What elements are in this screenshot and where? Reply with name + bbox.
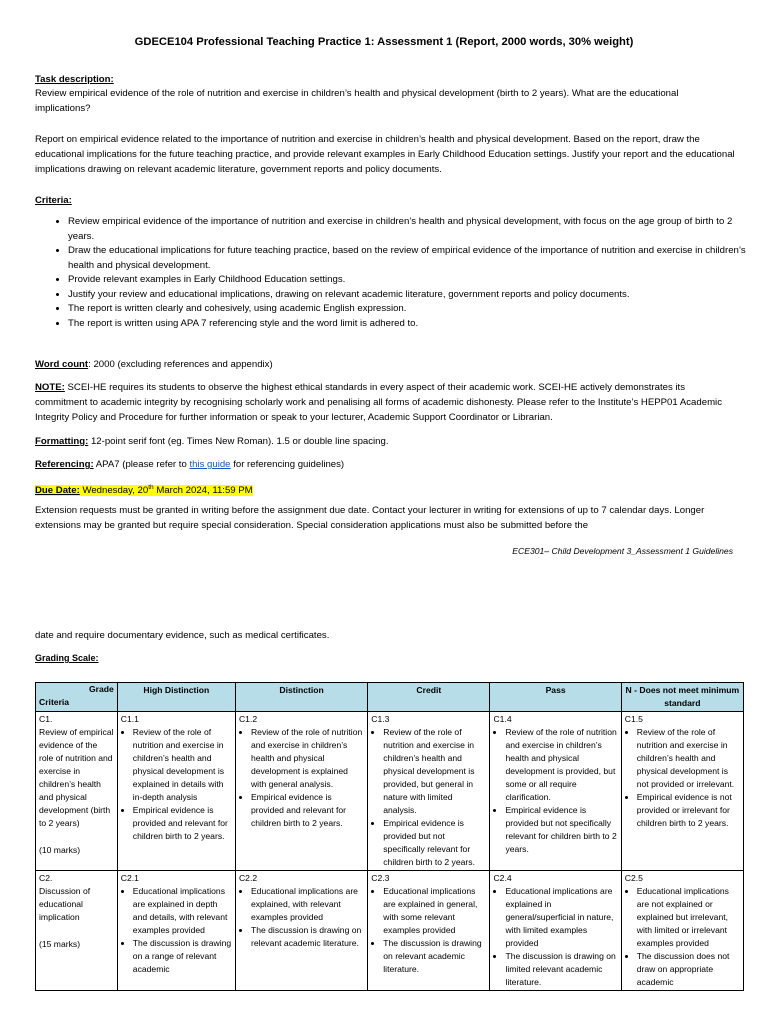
academic-integrity-note: NOTE: SCEI-HE requires its students to observe the highest ethical standards in every aspect of their academic work. SCEI-HE actively demonstrates its commitment to academic integrity by recognising scholarly work and penalising all forms of academic dishonesty. Please refer to the Institute’s HEPP01 Academic Integrity Policy and Procedure for further information or speak to your lecturer, Academic Support Coordinator or Librarian.: [35, 382, 722, 423]
rubric-bullet: • Educational implications are explained in general, with some relevant examples provided: [383, 885, 486, 937]
criteria-heading: Criteria:: [35, 195, 72, 206]
criterion-marks: (15 marks): [39, 939, 81, 949]
rubric-bullets: [493, 885, 617, 989]
rubric-bullets: [625, 885, 740, 989]
header-fail: N - Does not meet minimum standard: [621, 683, 743, 712]
rubric-bullet: • The discussion is drawing on relevant academic literature.: [251, 924, 364, 950]
rubric-cell: [368, 712, 490, 871]
criteria-item: • Review empirical evidence of the importance of nutrition and exercise in children’s health and physical development, with focus on the age group of birth to 2 years.: [68, 215, 758, 244]
word-count: Word count: 2000 (excluding references and appendix): [35, 359, 273, 370]
criteria-item: • The report is written clearly and cohesively, using academic English expression.: [68, 302, 758, 317]
rubric-bullets: [239, 726, 364, 830]
rubric-cell-code: C1.4: [493, 714, 512, 724]
page-footer: ECE301– Child Development 3_Assessment 1 Guidelines: [512, 546, 733, 556]
table-header-row: [36, 683, 744, 712]
rubric-cell: [621, 712, 743, 871]
rubric-cell-code: C1.1: [120, 714, 139, 724]
document-title: GDECE104 Professional Teaching Practice 1: Assessment 1 (Report, 2000 words, 30% weight): [134, 36, 634, 48]
criterion-marks: (10 marks): [39, 845, 81, 855]
rubric-bullets: [371, 885, 486, 976]
criteria-item: • Justify your review and educational implications, drawing on relevant academic literature, government reports and policy documents.: [68, 288, 758, 303]
criterion-cell: [36, 871, 118, 991]
criterion-text: Review of empirical evidence of the role of nutrition and exercise in children’s health and physical development (birth to 2 years): [39, 727, 114, 828]
formatting-requirements: Formatting: 12-point serif font (eg. Times New Roman). 1.5 or double line spacing.: [35, 436, 389, 447]
rubric-bullet: • The discussion is drawing on limited relevant academic literature.: [505, 950, 617, 989]
report-instructions: Report on empirical evidence related to the importance of nutrition and exercise in children’s health and physical development. Based on the report, draw the educational implications for the future teaching practice, and provide relevant examples in Early Childhood Education settings. Justify your report and the educational implications drawing on relevant academic literature, government reports and policy documents.: [35, 134, 735, 175]
rubric-bullet: • Review of the role of nutrition and exercise in children’s health and physical development is not provided or irrelevant.: [637, 726, 740, 791]
rubric-cell: [490, 712, 621, 871]
rubric-bullet: • The discussion is drawing on a range of relevant academic: [133, 937, 232, 976]
rubric-cell-code: C2.4: [493, 873, 512, 883]
rubric-bullet: • Educational implications are explained in general/superficial in nature, with limited examples provided: [505, 885, 617, 950]
rubric-bullets: [239, 885, 364, 950]
rubric-cell-code: C2.2: [238, 873, 258, 883]
extension-policy-continued: date and require documentary evidence, such as medical certificates.: [35, 630, 330, 641]
rubric-bullet: • Review of the role of nutrition and exercise in children’s health and physical development is explained in details with in-depth analysis: [133, 726, 232, 804]
rubric-bullets: [121, 726, 232, 843]
extension-policy: Extension requests must be granted in writing before the assignment due date. Contact your lecturer in writing for extensions of up to 7 calendar days. Longer extensions may be granted but require special consideration. Special consideration applications must also be submitted before the: [35, 505, 705, 531]
criterion-cell: [36, 712, 118, 871]
rubric-bullet: • The discussion is drawing on relevant academic literature.: [383, 937, 486, 976]
rubric-cell-code: C1.3: [371, 714, 390, 724]
criteria-item: • Provide relevant examples in Early Childhood Education settings.: [68, 273, 758, 288]
rubric-bullets: [625, 726, 740, 830]
criteria-item: • Draw the educational implications for future teaching practice, based on the review of empirical evidence of the importance of nutrition and exercise in children’s health and physical development.: [68, 244, 758, 273]
rubric-cell: [235, 712, 367, 871]
rubric-cell: [621, 871, 743, 991]
rubric-cell: [117, 712, 235, 871]
rubric-cell: [117, 871, 235, 991]
rubric-bullet: • Educational implications are explained, with relevant examples provided: [251, 885, 364, 924]
header-high-distinction: High Distinction: [117, 683, 235, 712]
criterion-code: C2.: [39, 873, 53, 883]
rubric-cell-code: C2.1: [120, 873, 139, 883]
rubric-cell-code: C2.3: [371, 873, 390, 883]
rubric-bullets: [371, 726, 486, 869]
header-pass: Pass: [490, 683, 621, 712]
rubric-cell-code: C1.5: [624, 714, 643, 724]
rubric-bullet: • Empirical evidence is provided but not specifically relevant for children birth to 2 years.: [505, 804, 617, 856]
table-row: [36, 871, 744, 991]
referencing-guide-link[interactable]: this guide: [189, 459, 231, 470]
header-distinction: Distinction: [235, 683, 367, 712]
rubric-cell: [490, 871, 621, 991]
grading-scale-heading: Grading Scale:: [35, 653, 99, 663]
criteria-item: • The report is written using APA 7 referencing style and the word limit is adhered to.: [68, 317, 758, 332]
rubric-bullet: • Educational implications are explained in depth and details, with relevant examples provided: [133, 885, 232, 937]
rubric-bullet: • Review of the role of nutrition and exercise in children’s health and physical development is provided, but general in nature with limited analysis.: [383, 726, 486, 817]
grade-criteria-header: Grade Criteria: [36, 683, 118, 712]
rubric-bullet: • Empirical evidence is provided and relevant for children birth to 2 years.: [133, 804, 232, 843]
rubric-bullet: • Review of the role of nutrition and exercise in children’s health and physical development is provided, but some or all require clarification.: [505, 726, 617, 804]
rubric-cell-code: C1.2: [238, 714, 258, 724]
rubric-cell: [368, 871, 490, 991]
criterion-text: Discussion of educational implication: [39, 886, 91, 922]
rubric-bullet: • Empirical evidence is provided but not specifically relevant for children birth to 2 years.: [383, 817, 486, 869]
rubric-bullet: • The discussion does not draw on appropriate academic: [637, 950, 740, 989]
grading-rubric-table: [35, 682, 744, 991]
referencing-requirements: Referencing: APA7 (please refer to this guide for referencing guidelines): [35, 459, 345, 470]
due-date: Due Date: Wednesday, 20th March 2024, 11:59 PM: [35, 484, 253, 497]
rubric-bullets: [121, 885, 232, 976]
rubric-bullet: • Review of the role of nutrition and exercise in children’s health and physical development is explained with general analysis.: [251, 726, 364, 791]
rubric-cell: [235, 871, 367, 991]
table-row: [36, 712, 744, 871]
rubric-bullet: • Empirical evidence is provided and relevant for children birth to 2 years.: [251, 791, 364, 830]
rubric-bullet: • Educational implications are not explained or explained but irrelevant, with limited or irrelevant examples provided: [637, 885, 740, 950]
task-description: Review empirical evidence of the role of nutrition and exercise in children’s health and physical development (birth to 2 years). What are the educational implications?: [35, 88, 679, 114]
rubric-bullet: • Empirical evidence is not provided or irrelevant for children birth to 2 years.: [637, 791, 740, 830]
criterion-code: C1.: [39, 714, 53, 724]
rubric-cell-code: C2.5: [624, 873, 643, 883]
criteria-list: [52, 215, 758, 331]
task-heading: Task description:: [35, 74, 114, 85]
header-credit: Credit: [368, 683, 490, 712]
rubric-bullets: [493, 726, 617, 856]
